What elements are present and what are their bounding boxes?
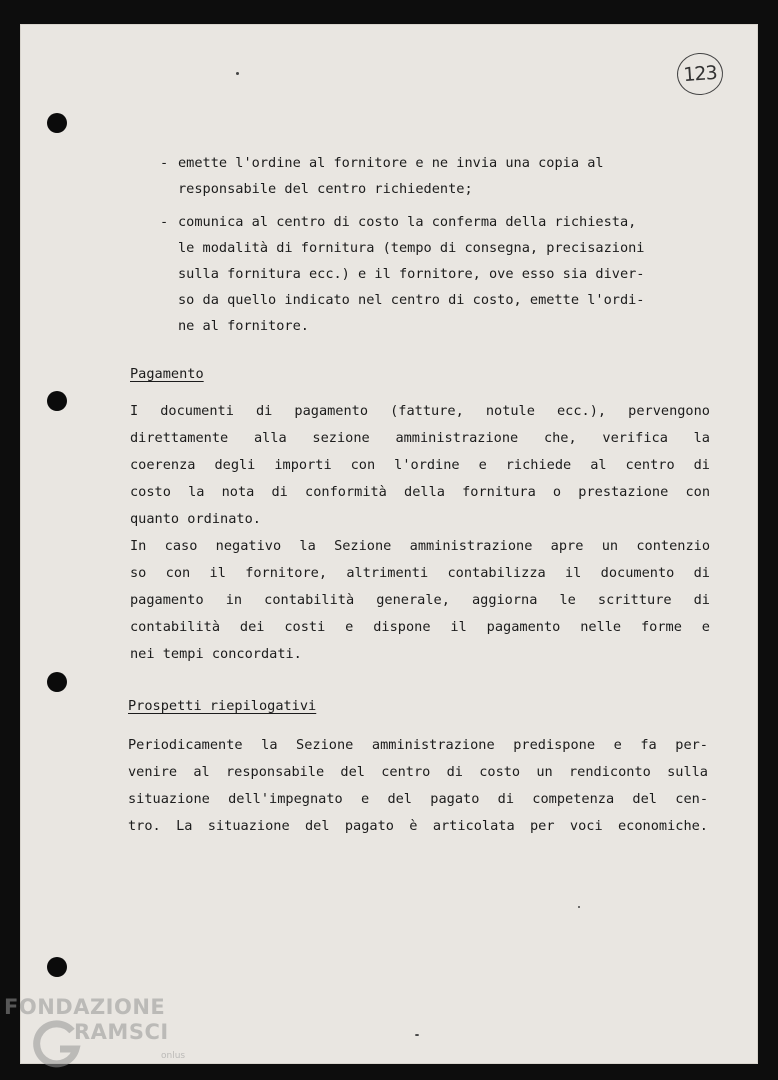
bullet-line: so da quello indicato nel centro di costo, emette l'ordi- bbox=[178, 292, 645, 308]
paragraph-line: In caso negativo la Sezione amministrazione apre un contenzio bbox=[130, 538, 710, 554]
list-item bbox=[160, 150, 720, 202]
section-heading-pagamento: Pagamento bbox=[130, 366, 204, 382]
bullet-dash: - bbox=[160, 214, 169, 230]
paragraph bbox=[128, 732, 708, 840]
watermark-line2: RAMSCI bbox=[74, 1020, 169, 1044]
paper-speck bbox=[236, 72, 239, 75]
paragraph-line: I documenti di pagamento (fatture, notule ecc.), pervengono bbox=[130, 403, 710, 419]
paragraph-line: contabilità dei costi e dispone il pagamento nelle forme e bbox=[130, 619, 710, 635]
bullet-line: sulla fornitura ecc.) e il fornitore, ove esso sia diver- bbox=[178, 266, 645, 282]
section-heading-prospetti: Prospetti riepilogativi bbox=[128, 698, 317, 714]
bullet-line: comunica al centro di costo la conferma della richiesta, bbox=[178, 214, 637, 230]
paragraph bbox=[130, 398, 710, 533]
bullet-list bbox=[160, 150, 720, 346]
paragraph-line: Periodicamente la Sezione amministrazione predispone e fa per- bbox=[128, 737, 708, 753]
bullet-line: le modalità di fornitura (tempo di consegna, precisazioni bbox=[178, 240, 645, 256]
watermark-logo bbox=[4, 995, 204, 1075]
punch-hole bbox=[47, 391, 67, 411]
bullet-dash: - bbox=[160, 155, 169, 171]
bullet-line: ne al fornitore. bbox=[178, 318, 309, 334]
bullet-line: responsabile del centro richiedente; bbox=[178, 181, 473, 197]
paragraph-line: nei tempi concordati. bbox=[130, 646, 302, 662]
document-page bbox=[20, 24, 758, 1064]
bullet-line: emette l'ordine al fornitore e ne invia una copia al bbox=[178, 155, 604, 171]
paragraph-line: direttamente alla sezione amministrazione che, verifica la bbox=[130, 430, 710, 446]
punch-hole bbox=[47, 957, 67, 977]
paper-speck bbox=[578, 906, 580, 908]
list-item bbox=[160, 209, 720, 339]
paragraph-line: situazione dell'impegnato e del pagato di competenza del cen- bbox=[128, 791, 708, 807]
paragraph-line: pagamento in contabilità generale, aggiorna le scritture di bbox=[130, 592, 710, 608]
punch-hole bbox=[47, 672, 67, 692]
watermark-line1: FONDAZIONE bbox=[4, 995, 166, 1019]
paragraph-line: coerenza degli importi con l'ordine e richiede al centro di bbox=[130, 457, 710, 473]
paragraph-line: so con il fornitore, altrimenti contabilizza il documento di bbox=[130, 565, 710, 581]
watermark-line3: onlus bbox=[161, 1051, 186, 1061]
paragraph-line: quanto ordinato. bbox=[130, 511, 261, 527]
paragraph-line: venire al responsabile del centro di costo un rendiconto sulla bbox=[128, 764, 708, 780]
paper-speck bbox=[415, 1034, 419, 1036]
punch-hole bbox=[47, 113, 67, 133]
paragraph-line: tro. La situazione del pagato è articolata per voci economiche. bbox=[128, 818, 708, 834]
paragraph bbox=[130, 533, 710, 668]
paragraph-line: costo la nota di conformità della fornitura o prestazione con bbox=[130, 484, 710, 500]
page-number: 123 bbox=[676, 51, 725, 96]
